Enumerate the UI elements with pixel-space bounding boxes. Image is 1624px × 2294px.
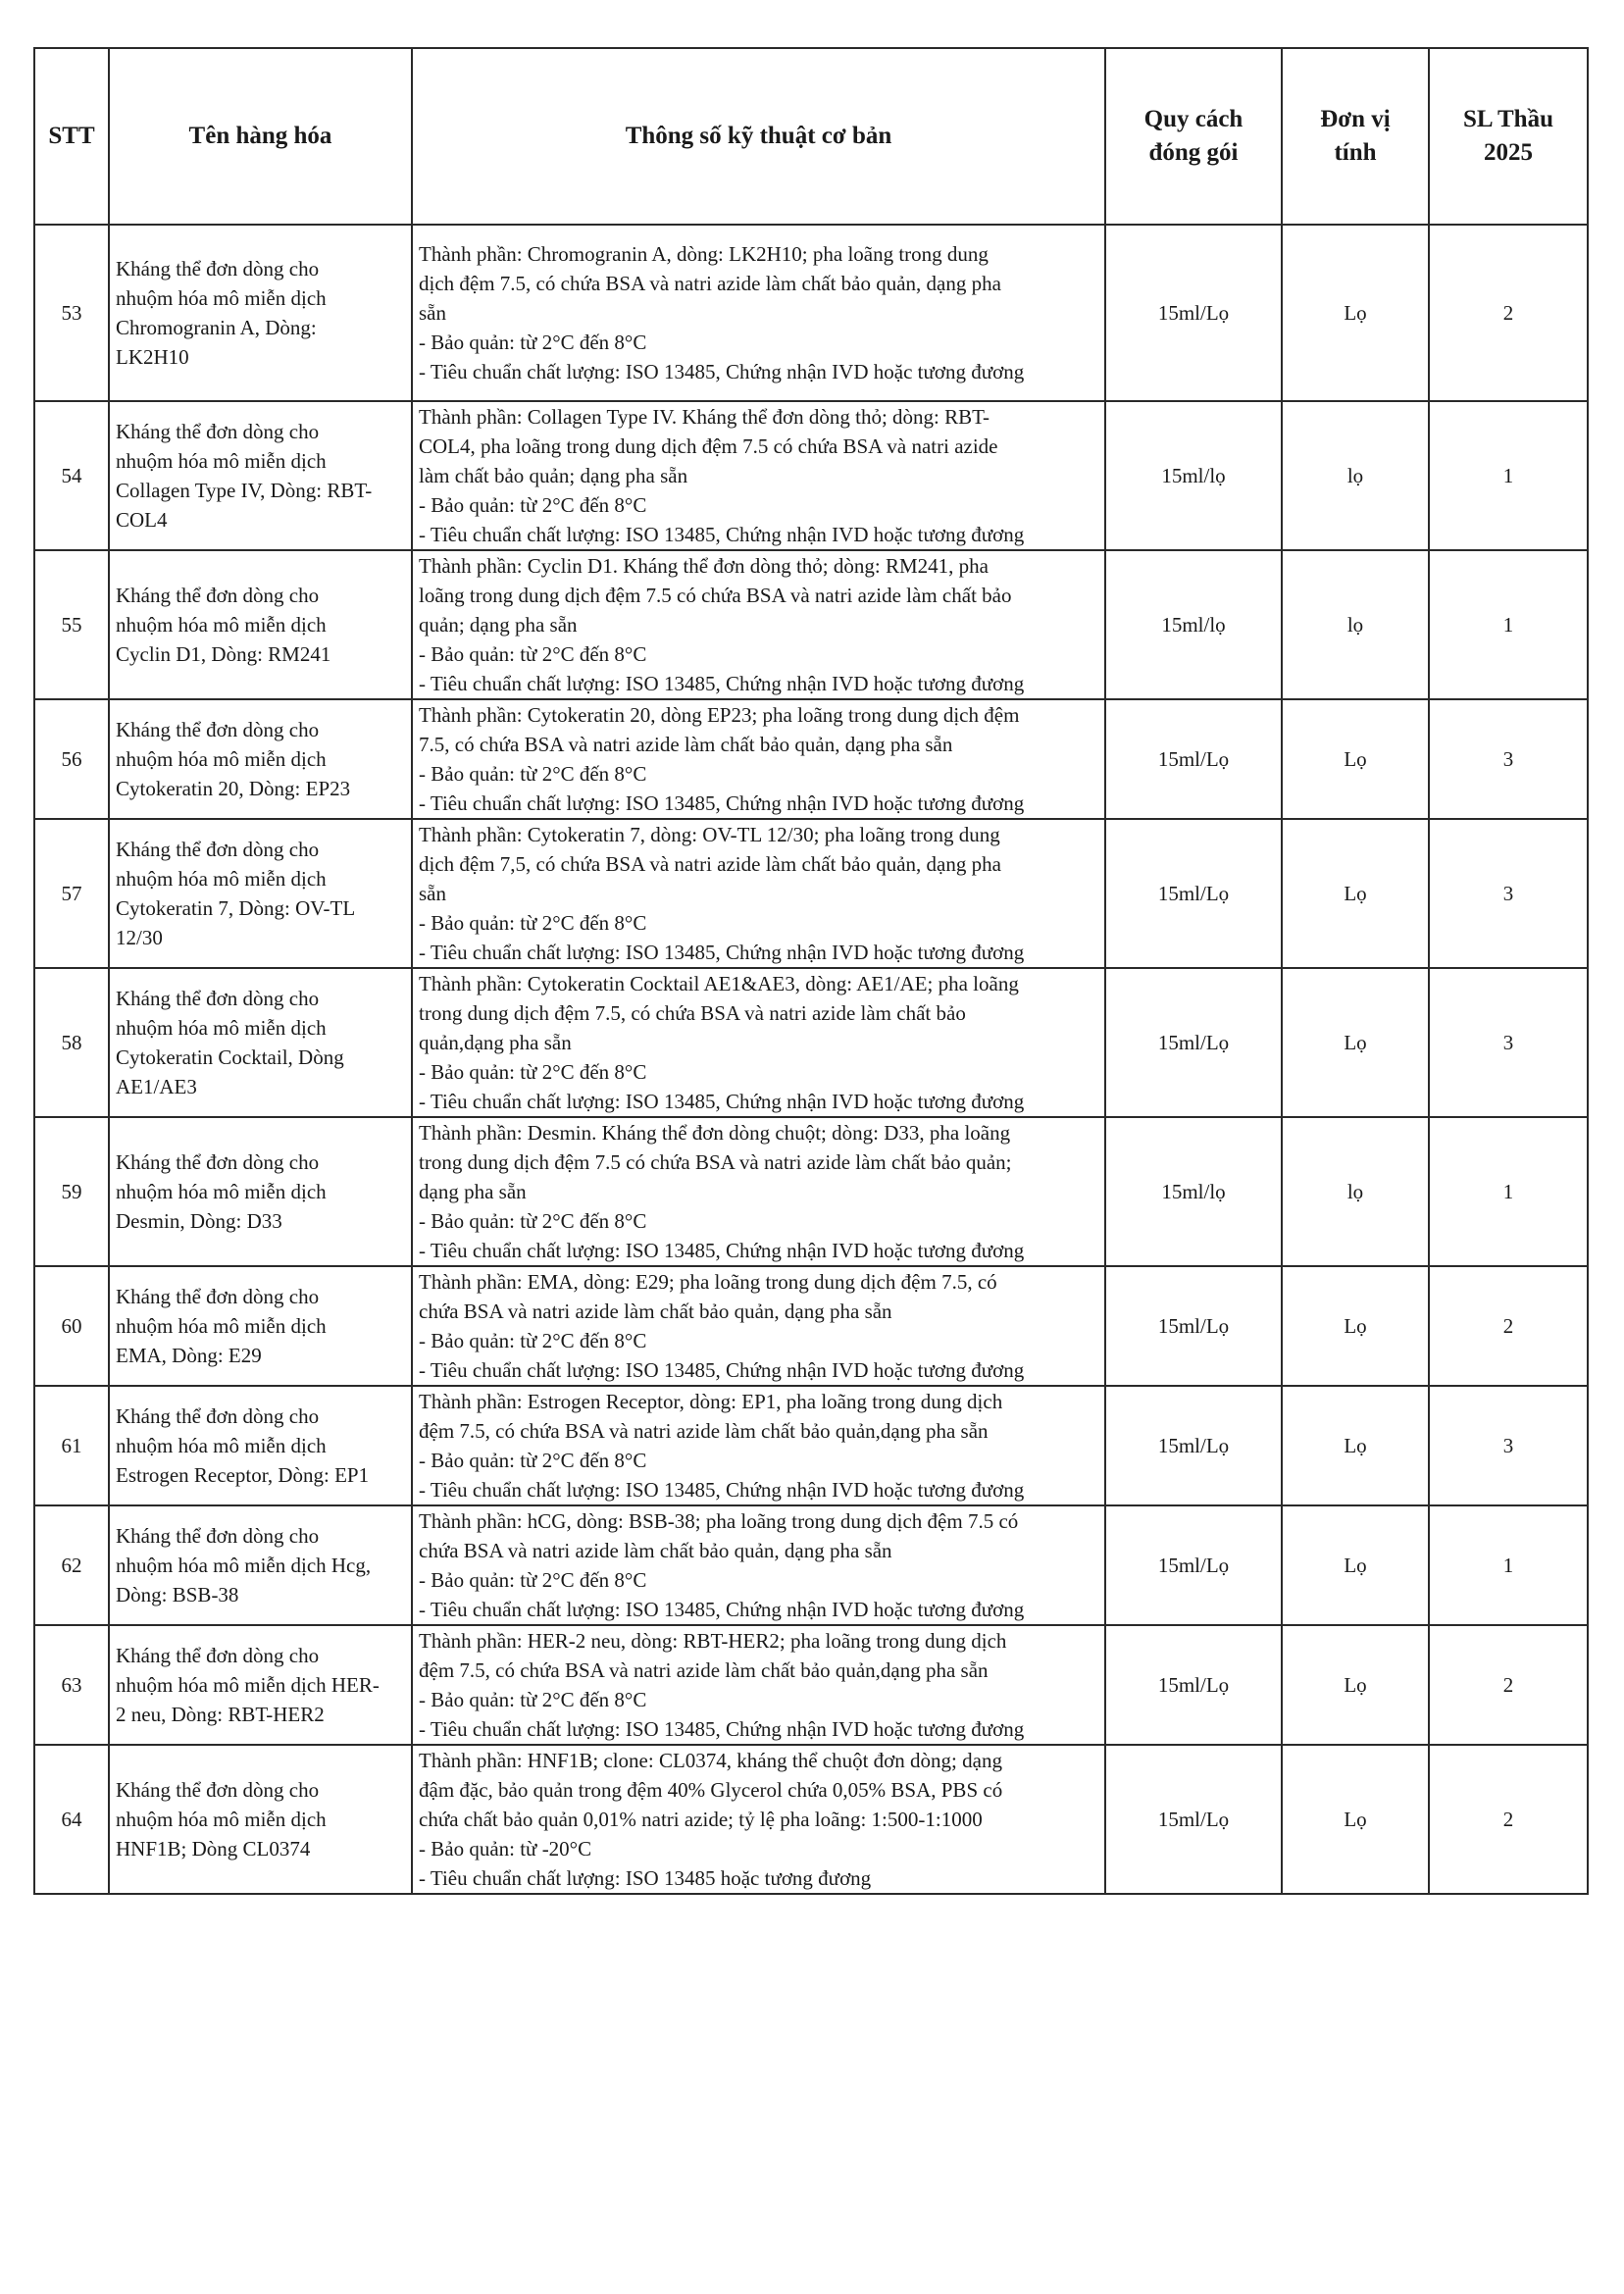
cell-item-name [109,550,412,699]
item-name-line: nhuộm hóa mô miễn dịch [116,613,327,637]
cell-stt: 63 [34,1625,109,1745]
cell-unit: Lọ [1282,225,1429,401]
cell-item-name [109,968,412,1117]
cell-spec [412,1505,1105,1625]
cell-unit: Lọ [1282,1745,1429,1894]
item-name-line: Kháng thể đơn dòng cho [116,987,320,1010]
header-unit [1282,48,1429,225]
spec-line: - Tiêu chuẩn chất lượng: ISO 13485, Chứng nhận IVD hoặc tương đương [419,1239,1025,1262]
spec-line: - Tiêu chuẩn chất lượng: ISO 13485 hoặc tương đương [419,1866,872,1890]
spec-line: Thành phần: HER-2 neu, dòng: RBT-HER2; pha loãng trong dung dịch [419,1629,1007,1653]
spec-line: chứa chất bảo quản 0,01% natri azide; tỷ lệ pha loãng: 1:500-1:1000 [419,1808,983,1831]
spec-line: trong dung dịch đệm 7.5 có chứa BSA và natri azide làm chất bảo quản; [419,1150,1012,1174]
cell-stt: 57 [34,819,109,968]
cell-packaging: 15ml/lọ [1105,1117,1282,1266]
cell-packaging: 15ml/Lọ [1105,1386,1282,1505]
item-name-line: AE1/AE3 [116,1075,197,1098]
cell-quantity: 2 [1429,1745,1588,1894]
table-row [34,1117,1588,1266]
spec-line: - Bảo quản: từ 2°C đến 8°C [419,911,647,935]
header-qty [1429,48,1588,225]
cell-packaging: 15ml/Lọ [1105,1505,1282,1625]
cell-spec [412,225,1105,401]
spec-line: COL4, pha loãng trong dung dịch đệm 7.5 có chứa BSA và natri azide [419,434,998,458]
spec-line: - Tiêu chuẩn chất lượng: ISO 13485, Chứng nhận IVD hoặc tương đương [419,523,1025,546]
spec-line: sẵn [419,882,446,905]
cell-packaging: 15ml/Lọ [1105,1625,1282,1745]
cell-packaging: 15ml/Lọ [1105,225,1282,401]
cell-unit: Lọ [1282,1625,1429,1745]
table-row [34,699,1588,819]
item-name-line: Cyclin D1, Dòng: RM241 [116,642,331,666]
header-unit-line: tính [1334,139,1377,166]
spec-line: - Bảo quản: từ 2°C đến 8°C [419,331,647,354]
spec-line: Thành phần: Cytokeratin 7, dòng: OV-TL 12/30; pha loãng trong dung [419,823,1000,846]
item-name-line: nhuộm hóa mô miễn dịch [116,1314,327,1338]
spec-line: - Bảo quản: từ 2°C đến 8°C [419,642,647,666]
cell-unit: Lọ [1282,699,1429,819]
table-row [34,1386,1588,1505]
cell-spec [412,968,1105,1117]
cell-quantity: 2 [1429,1266,1588,1386]
cell-packaging: 15ml/Lọ [1105,819,1282,968]
spec-line: - Tiêu chuẩn chất lượng: ISO 13485, Chứng nhận IVD hoặc tương đương [419,1358,1025,1382]
cell-unit: lọ [1282,1117,1429,1266]
item-name-line: Collagen Type IV, Dòng: RBT- [116,479,373,502]
spec-line: - Tiêu chuẩn chất lượng: ISO 13485, Chứng nhận IVD hoặc tương đương [419,1598,1025,1621]
spec-line: - Bảo quản: từ 2°C đến 8°C [419,762,647,786]
item-name-line: nhuộm hóa mô miễn dịch HER- [116,1673,380,1697]
cell-stt: 64 [34,1745,109,1894]
cell-stt: 54 [34,401,109,550]
cell-packaging: 15ml/Lọ [1105,1266,1282,1386]
spec-line: - Tiêu chuẩn chất lượng: ISO 13485, Chứng nhận IVD hoặc tương đương [419,1478,1025,1502]
spec-line: - Tiêu chuẩn chất lượng: ISO 13485, Chứng nhận IVD hoặc tương đương [419,672,1025,695]
cell-unit: Lọ [1282,968,1429,1117]
cell-item-name [109,699,412,819]
cell-item-name [109,1386,412,1505]
spec-line: loãng trong dung dịch đệm 7.5 có chứa BSA và natri azide làm chất bảo [419,584,1012,607]
cell-spec [412,819,1105,968]
cell-stt: 59 [34,1117,109,1266]
table-row [34,225,1588,401]
item-name-line: nhuộm hóa mô miễn dịch [116,867,327,891]
table-row [34,401,1588,550]
cell-quantity: 1 [1429,1505,1588,1625]
item-name-line: nhuộm hóa mô miễn dịch [116,449,327,473]
cell-spec [412,699,1105,819]
table-row [34,550,1588,699]
spec-line: - Bảo quản: từ 2°C đến 8°C [419,1688,647,1711]
cell-quantity: 3 [1429,968,1588,1117]
item-name-line: EMA, Dòng: E29 [116,1344,262,1367]
item-name-line: Cytokeratin Cocktail, Dòng [116,1045,344,1069]
item-name-line: COL4 [116,508,168,532]
spec-line: đậm đặc, bảo quản trong đệm 40% Glycerol chứa 0,05% BSA, PBS có [419,1778,1003,1802]
cell-quantity: 1 [1429,1117,1588,1266]
spec-line: - Bảo quản: từ -20°C [419,1837,592,1861]
spec-line: Thành phần: Chromogranin A, dòng: LK2H10; pha loãng trong dung [419,242,989,266]
item-name-line: nhuộm hóa mô miễn dịch [116,1180,327,1203]
bid-items-table [33,47,1589,1895]
cell-stt: 62 [34,1505,109,1625]
spec-line: Thành phần: Desmin. Kháng thể đơn dòng chuột; dòng: D33, pha loãng [419,1121,1011,1145]
table-row [34,1625,1588,1745]
cell-unit: Lọ [1282,1386,1429,1505]
spec-line: - Tiêu chuẩn chất lượng: ISO 13485, Chứng nhận IVD hoặc tương đương [419,1090,1025,1113]
spec-line: dịch đệm 7,5, có chứa BSA và natri azide làm chất bảo quản, dạng pha [419,852,1001,876]
spec-line: làm chất bảo quản; dạng pha sẵn [419,464,688,487]
spec-line: Thành phần: Estrogen Receptor, dòng: EP1, pha loãng trong dung dịch [419,1390,1003,1413]
cell-quantity: 3 [1429,819,1588,968]
item-name-line: nhuộm hóa mô miễn dịch [116,747,327,771]
item-name-line: 2 neu, Dòng: RBT-HER2 [116,1703,325,1726]
item-name-line: Kháng thể đơn dòng cho [116,1404,320,1428]
spec-line: - Bảo quản: từ 2°C đến 8°C [419,493,647,517]
cell-stt: 55 [34,550,109,699]
spec-line: chứa BSA và natri azide làm chất bảo quản, dạng pha sẵn [419,1539,892,1562]
spec-line: - Tiêu chuẩn chất lượng: ISO 13485, Chứng nhận IVD hoặc tương đương [419,941,1025,964]
spec-line: trong dung dịch đệm 7.5, có chứa BSA và natri azide làm chất bảo [419,1001,966,1025]
item-name-line: Cytokeratin 7, Dòng: OV-TL [116,896,356,920]
cell-quantity: 2 [1429,1625,1588,1745]
spec-line: - Tiêu chuẩn chất lượng: ISO 13485, Chứng nhận IVD hoặc tương đương [419,360,1025,383]
header-qty-line: 2025 [1484,139,1533,166]
spec-line: - Bảo quản: từ 2°C đến 8°C [419,1329,647,1352]
table-row [34,819,1588,968]
cell-item-name [109,1625,412,1745]
item-name-line: Kháng thể đơn dòng cho [116,1644,320,1667]
spec-line: - Bảo quản: từ 2°C đến 8°C [419,1449,647,1472]
spec-line: quản; dạng pha sẵn [419,613,578,637]
header-unit-line: Đơn vị [1320,106,1391,132]
cell-item-name [109,819,412,968]
header-pack [1105,48,1282,225]
cell-spec [412,1386,1105,1505]
spec-line: - Bảo quản: từ 2°C đến 8°C [419,1568,647,1592]
item-name-line: Kháng thể đơn dòng cho [116,257,320,280]
item-name-line: Kháng thể đơn dòng cho [116,584,320,607]
spec-line: Thành phần: EMA, dòng: E29; pha loãng trong dung dịch đệm 7.5, có [419,1270,997,1294]
cell-stt: 61 [34,1386,109,1505]
cell-spec [412,1745,1105,1894]
spec-line: đệm 7.5, có chứa BSA và natri azide làm chất bảo quản,dạng pha sẵn [419,1419,989,1443]
spec-line: dịch đệm 7.5, có chứa BSA và natri azide làm chất bảo quản, dạng pha [419,272,1001,295]
item-name-line: 12/30 [116,926,163,949]
item-name-line: Estrogen Receptor, Dòng: EP1 [116,1463,370,1487]
item-name-line: Kháng thể đơn dòng cho [116,420,320,443]
cell-spec [412,1625,1105,1745]
header-stt: STT [34,48,109,225]
table-row [34,968,1588,1117]
cell-unit: Lọ [1282,1505,1429,1625]
spec-line: 7.5, có chứa BSA và natri azide làm chất bảo quản, dạng pha sẵn [419,733,953,756]
cell-stt: 53 [34,225,109,401]
cell-item-name [109,225,412,401]
cell-stt: 56 [34,699,109,819]
table-body [34,225,1588,1894]
spec-line: dạng pha sẵn [419,1180,527,1203]
cell-item-name [109,1117,412,1266]
item-name-line: LK2H10 [116,345,189,369]
cell-unit: lọ [1282,401,1429,550]
item-name-line: Kháng thể đơn dòng cho [116,1285,320,1308]
cell-item-name [109,1745,412,1894]
item-name-line: nhuộm hóa mô miễn dịch [116,1434,327,1457]
spec-line: - Tiêu chuẩn chất lượng: ISO 13485, Chứng nhận IVD hoặc tương đương [419,1717,1025,1741]
item-name-line: HNF1B; Dòng CL0374 [116,1837,311,1861]
cell-unit: lọ [1282,550,1429,699]
header-pack-line: Quy cách [1143,106,1243,132]
item-name-line: nhuộm hóa mô miễn dịch [116,1808,327,1831]
cell-item-name [109,1266,412,1386]
spec-line: đệm 7.5, có chứa BSA và natri azide làm chất bảo quản,dạng pha sẵn [419,1658,989,1682]
item-name-line: nhuộm hóa mô miễn dịch Hcg, [116,1554,372,1577]
spec-line: Thành phần: Cytokeratin Cocktail AE1&AE3, dòng: AE1/AE; pha loãng [419,972,1019,995]
header-pack-line: đóng gói [1148,139,1239,166]
spec-line: Thành phần: Cyclin D1. Kháng thể đơn dòng thỏ; dòng: RM241, pha [419,554,989,578]
cell-spec [412,401,1105,550]
header-spec: Thông số kỹ thuật cơ bản [412,48,1105,225]
spec-line: chứa BSA và natri azide làm chất bảo quản, dạng pha sẵn [419,1300,892,1323]
spec-line: Thành phần: Cytokeratin 20, dòng EP23; pha loãng trong dung dịch đệm [419,703,1020,727]
cell-quantity: 1 [1429,550,1588,699]
item-name-line: Kháng thể đơn dòng cho [116,1150,320,1174]
cell-quantity: 3 [1429,1386,1588,1505]
item-name-line: Chromogranin A, Dòng: [116,316,317,339]
cell-unit: Lọ [1282,1266,1429,1386]
item-name-line: nhuộm hóa mô miễn dịch [116,286,327,310]
table-row [34,1266,1588,1386]
spec-line: Thành phần: Collagen Type IV. Kháng thể đơn dòng thỏ; dòng: RBT- [419,405,990,429]
cell-stt: 58 [34,968,109,1117]
header-row [34,48,1588,225]
cell-packaging: 15ml/lọ [1105,401,1282,550]
cell-quantity: 1 [1429,401,1588,550]
table-row [34,1745,1588,1894]
spec-line: - Tiêu chuẩn chất lượng: ISO 13485, Chứng nhận IVD hoặc tương đương [419,791,1025,815]
cell-quantity: 2 [1429,225,1588,401]
cell-quantity: 3 [1429,699,1588,819]
item-name-line: Kháng thể đơn dòng cho [116,718,320,741]
cell-stt: 60 [34,1266,109,1386]
header-name: Tên hàng hóa [109,48,412,225]
spec-line: - Bảo quản: từ 2°C đến 8°C [419,1209,647,1233]
cell-item-name [109,1505,412,1625]
cell-spec [412,1117,1105,1266]
spec-line: - Bảo quản: từ 2°C đến 8°C [419,1060,647,1084]
spec-line: Thành phần: HNF1B; clone: CL0374, kháng thể chuột đơn dòng; dạng [419,1749,1002,1772]
spec-line: sẵn [419,301,446,325]
spec-line: Thành phần: hCG, dòng: BSB-38; pha loãng trong dung dịch đệm 7.5 có [419,1509,1019,1533]
item-name-line: nhuộm hóa mô miễn dịch [116,1016,327,1040]
table-row [34,1505,1588,1625]
cell-item-name [109,401,412,550]
cell-packaging: 15ml/Lọ [1105,699,1282,819]
cell-spec [412,550,1105,699]
item-name-line: Cytokeratin 20, Dòng: EP23 [116,777,351,800]
cell-unit: Lọ [1282,819,1429,968]
spec-line: quản,dạng pha sẵn [419,1031,572,1054]
cell-packaging: 15ml/Lọ [1105,968,1282,1117]
cell-spec [412,1266,1105,1386]
item-name-line: Kháng thể đơn dòng cho [116,838,320,861]
header-qty-line: SL Thầu [1463,106,1553,132]
item-name-line: Dòng: BSB-38 [116,1583,239,1606]
cell-packaging: 15ml/Lọ [1105,1745,1282,1894]
item-name-line: Kháng thể đơn dòng cho [116,1778,320,1802]
item-name-line: Desmin, Dòng: D33 [116,1209,282,1233]
cell-packaging: 15ml/lọ [1105,550,1282,699]
item-name-line: Kháng thể đơn dòng cho [116,1524,320,1548]
